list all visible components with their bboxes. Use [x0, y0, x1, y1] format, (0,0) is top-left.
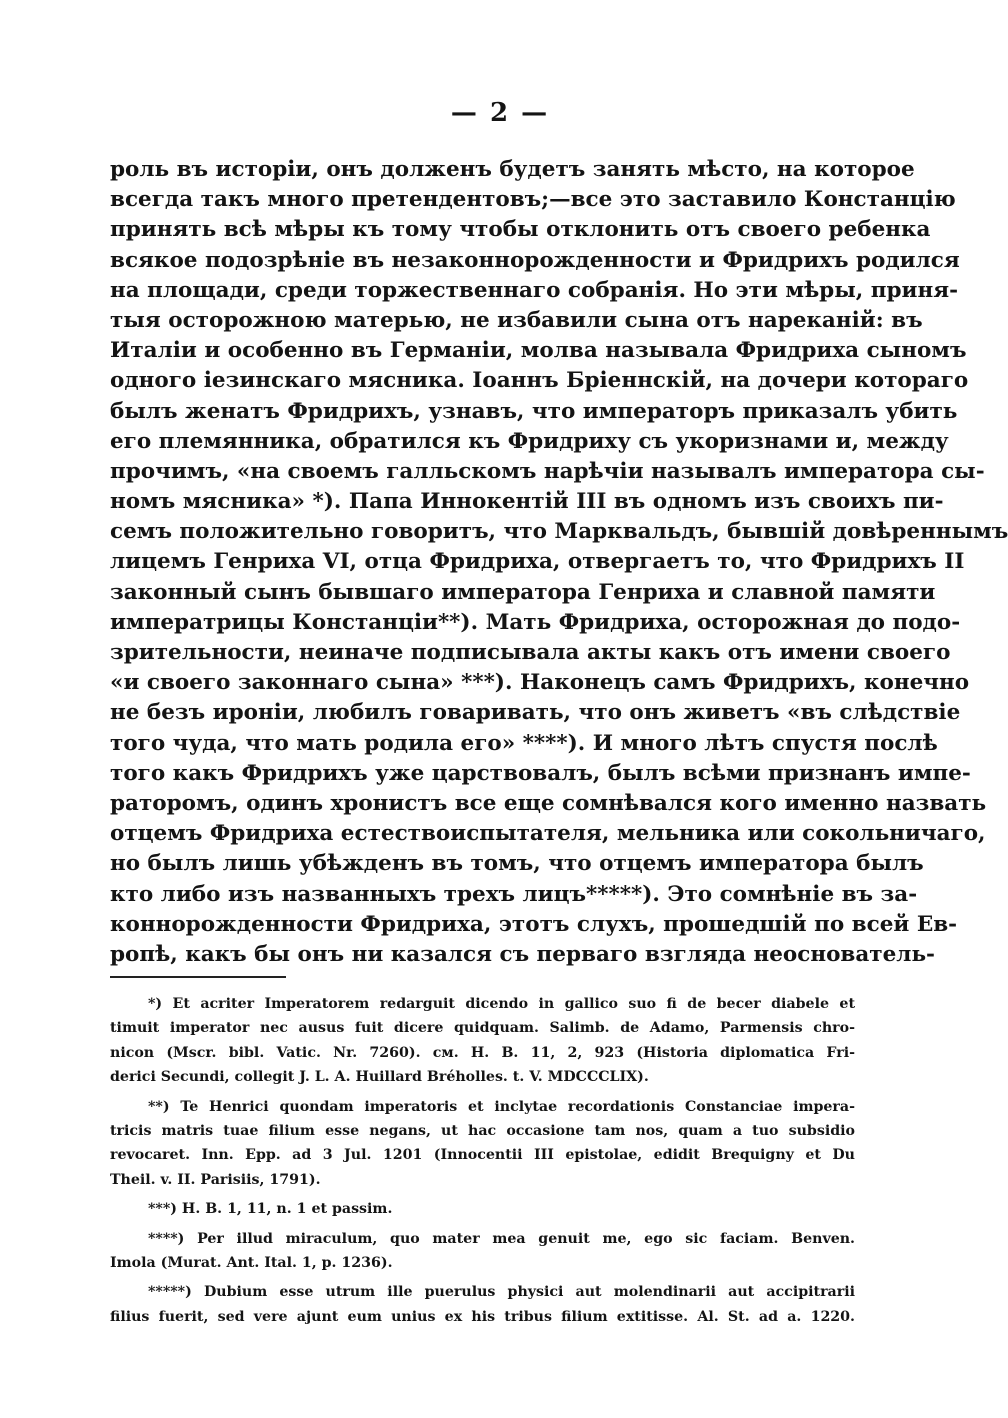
- text-line: одного іезинскаго мясника. Іоаннъ Бріеннскій, на дочери котораго: [110, 368, 969, 394]
- text-line: раторомъ, одинъ хронистъ все еще сомнѣвался кого именно назвать: [110, 790, 987, 816]
- footnote-5: [110, 1280, 855, 1329]
- text-line: отцемъ Фридриха естествоиспытателя, мельника или сокольничаго,: [110, 821, 986, 847]
- page-number: — 2 —: [450, 98, 550, 128]
- footnote-line: nicon (Mscr. bibl. Vatic. Nr. 7260). см. H. B. 11, 2, 923 (Historia diplomatica Fri-: [110, 1044, 855, 1061]
- footnote-line: *) Et acriter Imperatorem redarguit dicendo in gallico suo fi de becer diabele et: [148, 996, 855, 1012]
- footnote-line: revocaret. Inn. Epp. ad 3 Jul. 1201 (Innocentii III epistolae, edidit Brequigny et Du: [110, 1147, 855, 1164]
- text-line: тыя осторожною матерью, не избавили сына отъ нареканій: въ: [110, 307, 923, 333]
- footnote-4: [110, 1227, 855, 1276]
- text-line: его племянника, обратился къ Фридриху съ укоризнами и, между: [110, 428, 949, 454]
- text-line: всегда такъ много претендентовъ;—все это заставило Констанцію: [110, 187, 956, 213]
- text-line: ропѣ, какъ бы онъ ни казался съ перваго взгляда неоснователь-: [110, 941, 935, 967]
- footnote-line: tricis matris tuae filium esse negans, ut hac occasione tam nos, quam a tuo subsidio: [110, 1122, 855, 1139]
- text-line: роль въ исторіи, онъ долженъ будетъ занять мѣсто, на которое: [110, 157, 915, 182]
- text-line: семъ положительно говоритъ, что Марквальдъ, бывшій довѣреннымъ: [110, 519, 1008, 545]
- text-line: «и своего законнаго сына» ***). Наконецъ самъ Фридрихъ, конечно: [110, 670, 970, 696]
- footnote-line: Imola (Murat. Ant. Ital. 1, p. 1236).: [110, 1254, 393, 1271]
- footnote-divider: [110, 976, 286, 978]
- text-line: прочимъ, «на своемъ галльскомъ нарѣчіи называлъ императора сы-: [110, 458, 985, 484]
- text-line: законный сынъ бывшаго императора Генриха и славной памяти: [110, 579, 936, 605]
- footnote-3: [110, 1197, 855, 1221]
- text-line: номъ мясника» *). Папа Иннокентій III въ одномъ изъ своихъ пи-: [110, 489, 944, 515]
- text-line: кто либо изъ названныхъ трехъ лицъ*****). Это сомнѣніе въ за-: [110, 881, 918, 907]
- footnote-line: ****) Per illud miraculum, quo mater mea genuit me, ego sic faciam. Benven.: [148, 1230, 855, 1247]
- footnote-line: derici Secundi, collegit J. L. A. Huillard Bréholles. t. V. MDCCCLIX).: [110, 1069, 649, 1086]
- footnote-line: *****) Dubium esse utrum ille puerulus physici aut molendinarii aut accipitrarii: [148, 1284, 855, 1301]
- text-line: коннорожденности Фридриха, этотъ слухъ, прошедшій по всей Ев-: [110, 911, 958, 937]
- text-line: лицемъ Генриха VI, отца Фридриха, отвергаетъ то, что Фридрихъ II: [110, 549, 965, 575]
- text-line: былъ женатъ Фридрихъ, узнавъ, что императоръ приказалъ убить: [110, 398, 958, 424]
- footnote-1: [110, 992, 855, 1090]
- footnote-line: **) Te Henrici quondam imperatoris et inclytae recordationis Constanciae impera-: [148, 1098, 855, 1115]
- footnote-line: filius fuerit, sed vere ajunt eum unius ex his tribus filium extitisse. Al. St. ad a. 1220.: [110, 1308, 855, 1325]
- footnote-line: Theil. v. II. Parisiis, 1791).: [110, 1171, 321, 1188]
- text-line: не безъ ироніи, любилъ говаривать, что онъ живетъ «въ слѣдствіе: [110, 700, 961, 726]
- text-line: принять всѣ мѣры къ тому чтобы отклонить отъ своего ребенка: [110, 217, 931, 243]
- text-line: на площади, среди торжественнаго собранія. Но эти мѣры, приня-: [110, 277, 959, 303]
- text-line: того какъ Фридрихъ уже царствовалъ, былъ всѣми признанъ импе-: [110, 760, 971, 786]
- footnote-2: [110, 1095, 855, 1193]
- footnote-line: timuit imperator nec ausus fuit dicere quidquam. Salimb. de Adamo, Parmensis chro-: [110, 1020, 855, 1037]
- text-line: зрительности, неиначе подписывала акты какъ отъ имени своего: [110, 640, 951, 665]
- footnote-line: ***) H. B. 1, 11, n. 1 et passim.: [148, 1201, 393, 1218]
- body-text: [110, 155, 1008, 970]
- footnotes: [110, 992, 855, 1334]
- text-line: Италіи и особенно въ Германіи, молва называла Фридриха сыномъ: [110, 338, 967, 364]
- text-line: но былъ лишь убѣжденъ въ томъ, что отцемъ императора былъ: [110, 851, 924, 877]
- text-line: того чуда, что мать родила его» ****). И много лѣтъ спустя послѣ: [110, 730, 938, 756]
- text-line: всякое подозрѣніе въ незаконнорожденности и Фридрихъ родился: [110, 247, 960, 273]
- text-line: императрицы Констанціи**). Мать Фридриха, осторожная до подо-: [110, 609, 961, 635]
